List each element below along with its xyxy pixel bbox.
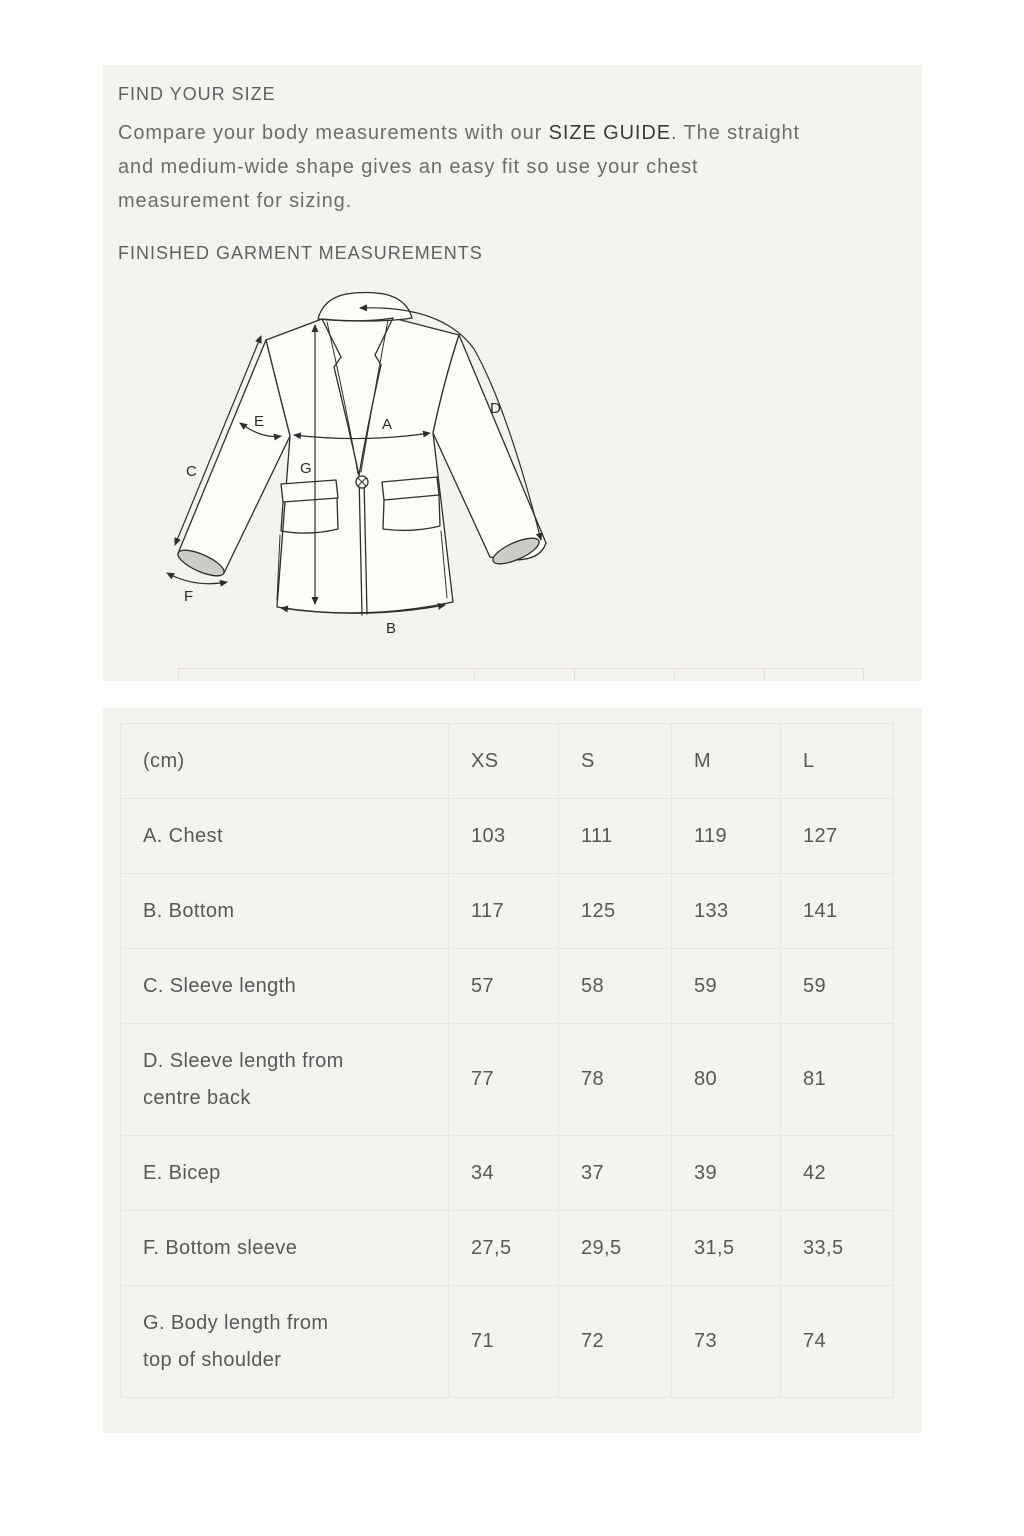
table-header-row: [121, 724, 894, 799]
value-cell: 39: [672, 1136, 781, 1211]
measurement-label-a: A: [382, 416, 393, 433]
blazer-sketch-icon: [150, 285, 570, 645]
intro-line-1: [118, 116, 918, 150]
measurements-table-section: [103, 708, 922, 1433]
intro-text-before-link: Compare your body measurements with our: [118, 122, 549, 144]
row-label: G. Body length from top of shoulder: [143, 1311, 329, 1371]
size-column-l: L: [781, 724, 894, 799]
table-row-bicep: [121, 1136, 894, 1211]
value-cell: 74: [781, 1286, 894, 1398]
size-column-m: M: [672, 724, 781, 799]
cropped-table-top: [178, 668, 864, 681]
intro-line-2: and medium-wide shape gives an easy fit so use your chest: [118, 156, 699, 178]
value-cell: 81: [781, 1024, 894, 1136]
row-label: B. Bottom: [143, 899, 235, 922]
value-cell: 73: [672, 1286, 781, 1398]
value-cell: 27,5: [449, 1211, 559, 1286]
table-row-body-length: [121, 1286, 894, 1398]
value-cell: 141: [781, 874, 894, 949]
row-label: F. Bottom sleeve: [143, 1236, 298, 1259]
finished-garment-heading: FINISHED GARMENT MEASUREMENTS: [118, 243, 483, 263]
measurement-label-b: B: [386, 620, 397, 637]
value-cell: 31,5: [672, 1211, 781, 1286]
row-label: D. Sleeve length from centre back: [143, 1049, 344, 1109]
table-row-chest: [121, 799, 894, 874]
value-cell: 78: [559, 1024, 672, 1136]
value-cell: 77: [449, 1024, 559, 1136]
table-row-sleeve-from-back: [121, 1024, 894, 1136]
row-label: E. Bicep: [143, 1161, 221, 1184]
value-cell: 72: [559, 1286, 672, 1398]
size-column-xs: XS: [449, 724, 559, 799]
value-cell: 133: [672, 874, 781, 949]
value-cell: 58: [559, 949, 672, 1024]
table-row-bottom: [121, 874, 894, 949]
garment-measurements-table: [120, 723, 894, 1398]
table-row-sleeve-length: [121, 949, 894, 1024]
value-cell: 29,5: [559, 1211, 672, 1286]
value-cell: 119: [672, 799, 781, 874]
value-cell: 34: [449, 1136, 559, 1211]
row-label: A. Chest: [143, 824, 223, 847]
value-cell: 117: [449, 874, 559, 949]
row-label: C. Sleeve length: [143, 974, 297, 997]
value-cell: 111: [559, 799, 672, 874]
value-cell: 42: [781, 1136, 894, 1211]
value-cell: 59: [672, 949, 781, 1024]
measurement-label-f: F: [184, 588, 194, 605]
measurement-label-g: G: [300, 460, 312, 477]
value-cell: 37: [559, 1136, 672, 1211]
value-cell: 33,5: [781, 1211, 894, 1286]
intro-line-3: measurement for sizing.: [118, 190, 353, 212]
find-your-size-section: [103, 65, 922, 681]
table-row-bottom-sleeve: [121, 1211, 894, 1286]
measurement-label-c: C: [186, 463, 197, 480]
size-intro-paragraph: [118, 116, 918, 218]
value-cell: 125: [559, 874, 672, 949]
value-cell: 103: [449, 799, 559, 874]
value-cell: 57: [449, 949, 559, 1024]
measurement-label-d: D: [490, 400, 501, 417]
value-cell: 71: [449, 1286, 559, 1398]
measurement-label-e: E: [254, 413, 265, 430]
size-column-s: S: [559, 724, 672, 799]
value-cell: 59: [781, 949, 894, 1024]
intro-text-after-link: . The straight: [670, 122, 800, 144]
value-cell: 127: [781, 799, 894, 874]
garment-measurement-diagram: [150, 285, 570, 645]
find-your-size-heading: FIND YOUR SIZE: [118, 84, 276, 104]
unit-header-cell: (cm): [121, 724, 449, 799]
value-cell: 80: [672, 1024, 781, 1136]
size-guide-link[interactable]: SIZE GUIDE: [548, 122, 671, 144]
